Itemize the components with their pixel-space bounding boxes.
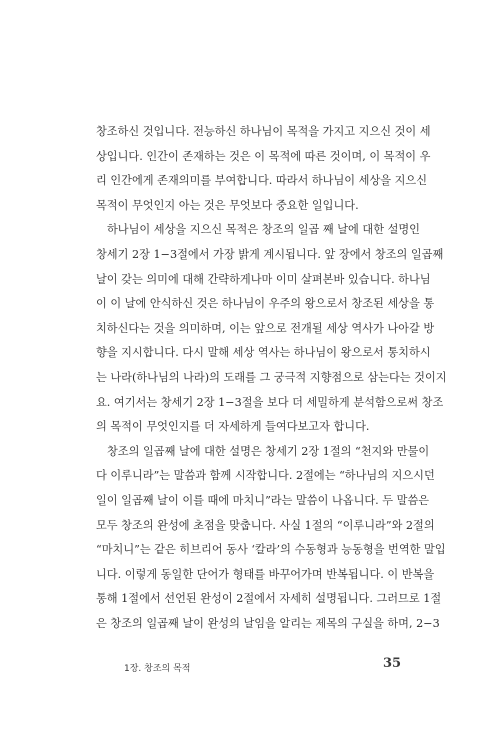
paragraph xyxy=(96,218,447,439)
text-line: 리 인간에게 존재의미를 부여합니다. 따라서 하나님이 세상을 지으신 xyxy=(96,174,428,188)
text-line: 의 목적이 무엇인지를 더 자세하게 들여다보고자 합니다. xyxy=(96,420,370,434)
running-footer-chapter-title: 1장. 창조의 목적 xyxy=(124,664,191,674)
text-line: 는 나라(하나님의 나라)의 도래를 그 궁극적 지향점으로 삼는다는 것이지 xyxy=(96,370,447,384)
text-line: 목적이 무엇인지 아는 것은 무엇보다 중요한 일입니다. xyxy=(96,198,359,212)
text-line: 창조의 일곱째 날에 대한 설명은 창세기 2장 1절의 “천지와 만물이 xyxy=(107,444,430,458)
text-line: 날이 갖는 의미에 대해 간략하게나마 이미 살펴본바 있습니다. 하나님 xyxy=(96,272,431,286)
text-line: 니다. 이렇게 동일한 단어가 형태를 바꾸어가며 반복됩니다. 이 반복을 xyxy=(96,567,435,581)
text-line: 은 창조의 일곱째 날이 완성의 날임을 알리는 제목의 구실을 하며, 2−3 xyxy=(96,616,440,630)
body-text xyxy=(96,120,447,636)
text-line: 향을 지시합니다. 다시 말해 세상 역사는 하나님이 왕으로서 통치하시 xyxy=(96,346,431,360)
text-line: 창조하신 것입니다. 전능하신 하나님이 목적을 가지고 지으신 것이 세 xyxy=(96,125,431,138)
text-line: 창세기 2장 1−3절에서 가장 밝게 계시됩니다. 앞 장에서 창조의 일곱째 xyxy=(96,247,444,261)
text-line: 통해 1절에서 선언된 완성이 2절에서 자세히 설명됩니다. 그러므로 1절 xyxy=(96,592,442,606)
page-number: 35 xyxy=(383,656,402,671)
paragraph xyxy=(96,440,446,637)
text-line: 다 이루니라”는 말씀과 함께 시작합니다. 2절에는 “하나님의 지으시던 xyxy=(96,469,435,483)
text-line: 요. 여기서는 창세기 2장 1−3절을 보다 더 세밀하게 분석함으로써 창조 xyxy=(96,395,444,409)
text-line: 하나님이 세상을 지으신 목적은 창조의 일곱 째 날에 대한 설명인 xyxy=(107,223,420,237)
text-line: 상입니다. 인간이 존재하는 것은 이 목적에 따른 것이며, 이 목적이 우 xyxy=(96,149,431,163)
text-line: 일이 일곱째 날이 이를 때에 마치니”라는 말씀이 나옵니다. 두 말씀은 xyxy=(96,493,430,507)
text-line: 모두 창조의 완성에 초점을 맞춥니다. 사실 1절의 “이루니라”와 2절의 xyxy=(96,518,435,532)
paragraph xyxy=(96,120,431,218)
text-line: “마치니”는 같은 히브리어 동사 ‘칼라’의 수동형과 능동형을 번역한 말입 xyxy=(96,543,446,557)
text-line: 치하신다는 것을 의미하며, 이는 앞으로 전개될 세상 역사가 나아갈 방 xyxy=(96,321,435,335)
text-line: 이 이 날에 안식하신 것은 하나님이 우주의 왕으로서 창조된 세상을 통 xyxy=(96,297,435,311)
